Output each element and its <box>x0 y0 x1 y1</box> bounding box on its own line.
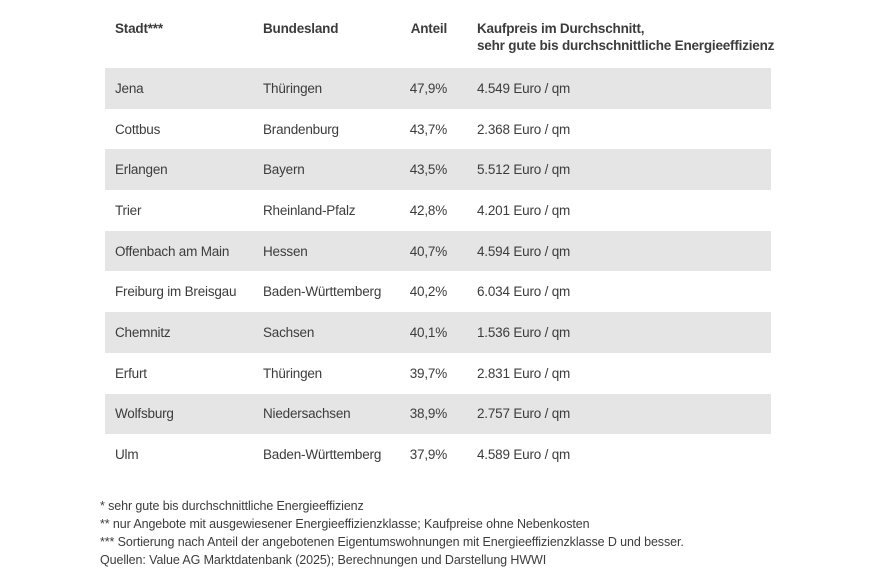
cell-bundesland: Brandenburg <box>263 121 339 137</box>
footnote-2: ** nur Angebote mit ausgewiesener Energieeffizienzklasse; Kaufpreise ohne Nebenkosten <box>100 517 590 531</box>
cell-anteil: 40,1% <box>409 324 447 340</box>
column-header-bundesland: Bundesland <box>263 21 339 36</box>
cell-stadt: Jena <box>115 80 144 96</box>
cell-bundesland: Bayern <box>263 162 305 178</box>
footnotes <box>100 497 684 569</box>
table-row <box>105 231 771 272</box>
column-header-kaufpreis-line1: Kaufpreis im Durchschnitt, <box>477 21 645 36</box>
cell-kaufpreis: 6.034 Euro / qm <box>477 284 571 300</box>
table-row <box>105 353 771 394</box>
table-row <box>105 190 771 231</box>
table-body <box>105 68 771 475</box>
table-row <box>105 149 771 190</box>
column-header-kaufpreis-line2: sehr gute bis durchschnittliche Energieeffizienz <box>477 38 775 53</box>
cell-bundesland: Hessen <box>263 243 308 259</box>
table-row <box>105 434 771 475</box>
column-header-stadt: Stadt*** <box>115 21 163 36</box>
cell-kaufpreis: 4.589 Euro / qm <box>477 447 571 463</box>
footnote-1: * sehr gute bis durchschnittliche Energieeffizienz <box>100 499 364 513</box>
cell-stadt: Freiburg im Breisgau <box>115 284 237 300</box>
cell-kaufpreis: 1.536 Euro / qm <box>477 324 571 340</box>
cell-bundesland: Rheinland-Pfalz <box>263 202 356 218</box>
cell-stadt: Cottbus <box>115 121 161 137</box>
column-header-kaufpreis <box>477 20 774 54</box>
cell-anteil: 40,7% <box>409 243 447 259</box>
cell-kaufpreis: 2.757 Euro / qm <box>477 406 571 422</box>
table-row <box>105 271 771 312</box>
cell-stadt: Chemnitz <box>115 324 171 340</box>
cell-anteil: 40,2% <box>409 284 447 300</box>
cell-bundesland: Niedersachsen <box>263 406 351 422</box>
cell-anteil: 37,9% <box>409 447 447 463</box>
cell-bundesland: Thüringen <box>263 365 322 381</box>
cell-stadt: Erfurt <box>115 365 147 381</box>
cell-anteil: 39,7% <box>409 365 447 381</box>
cell-stadt: Trier <box>115 202 142 218</box>
cell-bundesland: Thüringen <box>263 80 322 96</box>
cell-anteil: 43,5% <box>409 162 447 178</box>
cell-bundesland: Baden-Württemberg <box>263 447 382 463</box>
cell-stadt: Erlangen <box>115 162 168 178</box>
cell-stadt: Wolfsburg <box>115 406 174 422</box>
cell-anteil: 42,8% <box>409 202 447 218</box>
table-row <box>105 109 771 150</box>
city-energy-price-table <box>105 20 775 475</box>
cell-kaufpreis: 2.831 Euro / qm <box>477 365 571 381</box>
table-header-row <box>105 20 775 54</box>
cell-bundesland: Sachsen <box>263 324 315 340</box>
table-row <box>105 68 771 109</box>
cell-anteil: 38,9% <box>409 406 447 422</box>
column-header-anteil: Anteil <box>410 21 447 36</box>
table-row <box>105 394 771 435</box>
footnote-3: *** Sortierung nach Anteil der angebotenen Eigentumswohnungen mit Energieeffizienzklasse D und besser. <box>100 535 684 549</box>
cell-kaufpreis: 2.368 Euro / qm <box>477 121 571 137</box>
footnote-source: Quellen: Value AG Marktdatenbank (2025); Berechnungen und Darstellung HWWI <box>100 553 547 567</box>
cell-anteil: 47,9% <box>409 80 447 96</box>
cell-kaufpreis: 4.594 Euro / qm <box>477 243 571 259</box>
cell-stadt: Offenbach am Main <box>115 243 230 259</box>
cell-stadt: Ulm <box>115 447 139 463</box>
table-row <box>105 312 771 353</box>
cell-bundesland: Baden-Württemberg <box>263 284 382 300</box>
cell-kaufpreis: 4.549 Euro / qm <box>477 80 571 96</box>
cell-kaufpreis: 4.201 Euro / qm <box>477 202 571 218</box>
cell-anteil: 43,7% <box>409 121 447 137</box>
cell-kaufpreis: 5.512 Euro / qm <box>477 162 571 178</box>
